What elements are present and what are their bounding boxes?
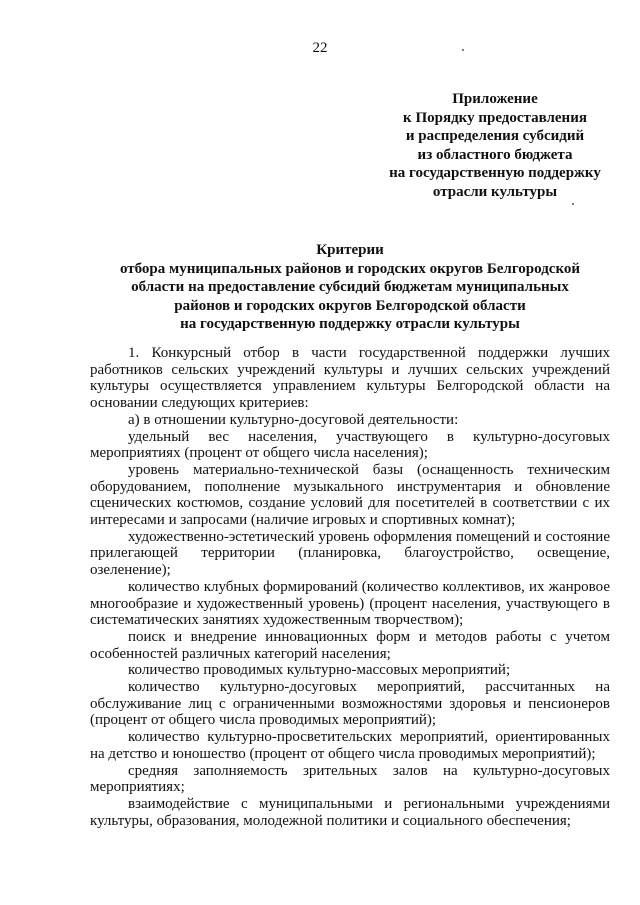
appendix-line: отрасли культуры	[432, 183, 558, 200]
body-paragraph: взаимодействие с муниципальными и региональными учреждениями культуры, образования, молодежной политики и социального обеспечения;	[90, 795, 610, 829]
appendix-heading	[340, 90, 640, 202]
body-paragraph: поиск и внедрение инновационных форм и методов работы с учетом особенностей различных категорий населения;	[90, 628, 610, 662]
title-line: Критерии	[316, 242, 384, 258]
body-paragraph: удельный вес населения, участвующего в культурно-досуговых мероприятиях (процент от общего числа населения);	[90, 428, 610, 462]
body-paragraph: количество культурно-досуговых мероприятий, рассчитанных на обслуживание лиц с ограниченными возможностями здоровья и пенсионеров (процент от общего числа проводимых мероприятий);	[90, 679, 610, 729]
title-line: отбора муниципальных районов и городских округов Белгородской	[119, 260, 581, 277]
body-paragraph: количество проводимых культурно-массовых мероприятий;	[128, 662, 511, 679]
document-title	[60, 241, 640, 334]
appendix-line: Приложение	[452, 91, 538, 107]
body-paragraph: уровень материально-технической базы (оснащенность техническим оборудованием, пополнение музыкального инструментария и обновление сценических костюмов, создание условий для посетителей в соответствии с их интересами и запросами (наличие игровых и спортивных комнат);	[90, 461, 610, 529]
body-paragraph: художественно-эстетический уровень оформления помещений и состояние прилегающей территории (планировка, благоустройство, освещение, озеленение);	[90, 528, 610, 579]
document-body	[90, 345, 610, 829]
page-number: 22	[312, 40, 328, 56]
scan-speck	[572, 203, 574, 205]
body-paragraph: средняя заполняемость зрительных залов на культурно-досуговых мероприятиях;	[90, 762, 610, 796]
body-paragraph: а) в отношении культурно-досуговой деятельности:	[128, 411, 459, 428]
appendix-line: из областного бюджета	[417, 146, 573, 163]
appendix-line: и распределения субсидий	[405, 128, 585, 145]
title-line: на государственную поддержку отрасли культуры	[180, 316, 520, 333]
appendix-line: на государственную поддержку	[389, 165, 601, 182]
body-paragraph: количество клубных формирований (количество коллективов, их жанровое многообразие и художественный уровень) (процент населения, участвующего в систематических занятиях художественным творчеством);	[90, 578, 610, 629]
title-line: районов и городских округов Белгородской области	[174, 297, 526, 314]
title-line: области на предоставление субсидий бюджетам муниципальных	[131, 279, 569, 296]
body-paragraph: 1. Конкурсный отбор в части государственной поддержки лучших работников сельских учреждений культуры и лучших сельских учреждений культуры осуществляется управлением культуры Белгородской области на основании следующих критериев:	[90, 345, 610, 412]
appendix-line: к Порядку предоставления	[403, 109, 587, 126]
scan-speck	[462, 49, 464, 51]
body-paragraph: количество культурно-просветительских мероприятий, ориентированных на детство и юношество (процент от общего числа проводимых мероприятий);	[90, 729, 610, 762]
